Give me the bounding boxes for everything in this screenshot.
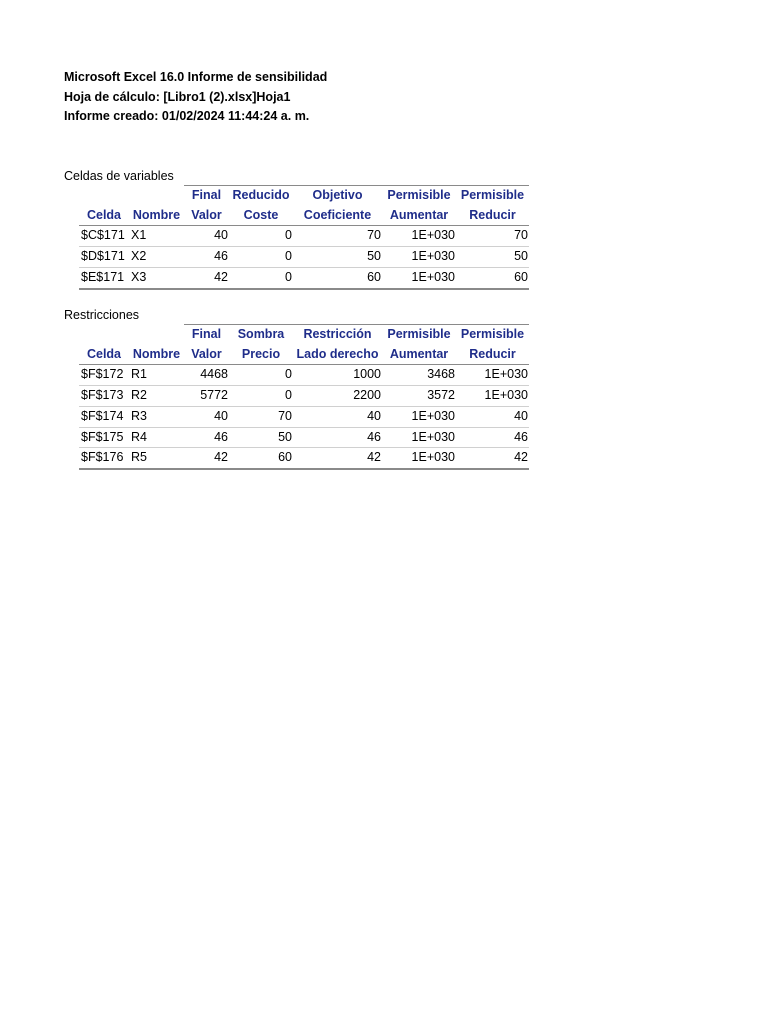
table-row — [79, 365, 529, 386]
variables-table — [79, 185, 529, 290]
header-cell: Coste — [229, 206, 293, 226]
variables-header-row-top — [79, 186, 529, 206]
cell: 1E+030 — [382, 448, 456, 469]
cell: 46 — [456, 427, 529, 448]
variables-section-title: Celdas de variables — [64, 169, 174, 183]
cell: 46 — [293, 427, 382, 448]
header-cell: Permisible — [456, 186, 529, 206]
cell: X1 — [129, 226, 184, 247]
cell: R1 — [129, 365, 184, 386]
header-cell: Sombra — [229, 325, 293, 345]
header-cell: Reducido — [229, 186, 293, 206]
header-cell — [79, 325, 129, 345]
header-cell: Final — [184, 186, 229, 206]
cell: 1E+030 — [382, 267, 456, 288]
cell: 4468 — [184, 365, 229, 386]
header-cell: Permisible — [456, 325, 529, 345]
cell: $F$172 — [79, 365, 129, 386]
cell: 70 — [456, 226, 529, 247]
cell: 1E+030 — [382, 247, 456, 268]
cell: 70 — [293, 226, 382, 247]
header-cell: Coeficiente — [293, 206, 382, 226]
table-row — [79, 427, 529, 448]
table-row — [79, 247, 529, 268]
constraints-table — [79, 324, 529, 470]
table-row — [79, 267, 529, 288]
header-cell: Aumentar — [382, 345, 456, 365]
cell: 60 — [456, 267, 529, 288]
cell: $D$171 — [79, 247, 129, 268]
header-cell: Celda — [79, 206, 129, 226]
header-cell: Reducir — [456, 206, 529, 226]
variables-header-row-bottom — [79, 206, 529, 226]
cell: 42 — [293, 448, 382, 469]
header-cell: Permisible — [382, 325, 456, 345]
cell: 0 — [229, 365, 293, 386]
table-row — [79, 448, 529, 469]
cell: 1E+030 — [382, 226, 456, 247]
header-cell: Reducir — [456, 345, 529, 365]
report-created-line: Informe creado: 01/02/2024 11:44:24 a. m. — [64, 109, 310, 123]
header-cell: Aumentar — [382, 206, 456, 226]
constraints-header-row-top — [79, 325, 529, 345]
report-title: Microsoft Excel 16.0 Informe de sensibilidad — [64, 70, 328, 84]
cell: 50 — [456, 247, 529, 268]
table-row — [79, 406, 529, 427]
cell: 3572 — [382, 386, 456, 407]
cell: R2 — [129, 386, 184, 407]
cell: 70 — [229, 406, 293, 427]
cell: R3 — [129, 406, 184, 427]
cell: 50 — [293, 247, 382, 268]
table-row — [79, 386, 529, 407]
header-cell: Precio — [229, 345, 293, 365]
header-cell — [129, 186, 184, 206]
cell: $F$174 — [79, 406, 129, 427]
cell: 60 — [293, 267, 382, 288]
cell: 40 — [293, 406, 382, 427]
constraints-header-row-bottom — [79, 345, 529, 365]
table-row — [79, 226, 529, 247]
cell: $C$171 — [79, 226, 129, 247]
header-cell: Objetivo — [293, 186, 382, 206]
cell: R4 — [129, 427, 184, 448]
cell: 42 — [184, 267, 229, 288]
header-cell: Lado derecho — [293, 345, 382, 365]
header-cell: Nombre — [129, 206, 184, 226]
cell: 0 — [229, 226, 293, 247]
cell: 1E+030 — [456, 386, 529, 407]
header-cell: Final — [184, 325, 229, 345]
header-cell: Celda — [79, 345, 129, 365]
cell: 2200 — [293, 386, 382, 407]
cell: 0 — [229, 386, 293, 407]
header-cell: Permisible — [382, 186, 456, 206]
cell: 1E+030 — [382, 427, 456, 448]
header-cell: Restricción — [293, 325, 382, 345]
cell: 46 — [184, 427, 229, 448]
cell: $E$171 — [79, 267, 129, 288]
header-cell: Valor — [184, 345, 229, 365]
cell: X2 — [129, 247, 184, 268]
cell: 40 — [184, 226, 229, 247]
header-cell — [79, 186, 129, 206]
constraints-section-title: Restricciones — [64, 308, 140, 322]
worksheet-line: Hoja de cálculo: [Libro1 (2).xlsx]Hoja1 — [64, 90, 291, 104]
cell: $F$175 — [79, 427, 129, 448]
cell: 40 — [184, 406, 229, 427]
cell: 5772 — [184, 386, 229, 407]
cell: 46 — [184, 247, 229, 268]
cell: 1E+030 — [456, 365, 529, 386]
cell: 1000 — [293, 365, 382, 386]
cell: 0 — [229, 247, 293, 268]
cell: 60 — [229, 448, 293, 469]
cell: 1E+030 — [382, 406, 456, 427]
cell: 50 — [229, 427, 293, 448]
cell: X3 — [129, 267, 184, 288]
cell: 40 — [456, 406, 529, 427]
cell: $F$173 — [79, 386, 129, 407]
cell: 3468 — [382, 365, 456, 386]
header-cell: Valor — [184, 206, 229, 226]
cell: 42 — [184, 448, 229, 469]
cell: 0 — [229, 267, 293, 288]
header-cell: Nombre — [129, 345, 184, 365]
cell: $F$176 — [79, 448, 129, 469]
cell: 42 — [456, 448, 529, 469]
cell: R5 — [129, 448, 184, 469]
header-cell — [129, 325, 184, 345]
